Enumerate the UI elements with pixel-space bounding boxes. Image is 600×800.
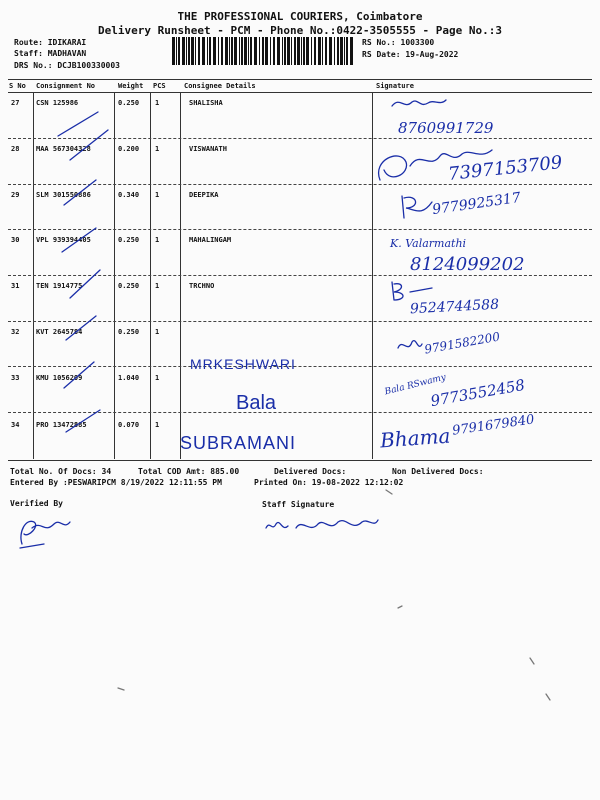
row-consignee: MAHALINGAM — [189, 236, 232, 244]
row-sno: 28 — [11, 145, 20, 153]
phone-row28: 7397153709 — [447, 152, 564, 185]
phone-row30: 8124099202 — [410, 254, 525, 275]
phone-row29: 9779925317 — [431, 189, 522, 219]
runsheet-subtitle: Delivery Runsheet - PCM - Phone No.:0422-3505555 - Page No.:3 — [98, 24, 502, 37]
drs-number: DRS No.: DCJB100330003 — [14, 61, 120, 70]
row-consignee: VISWANATH — [189, 145, 227, 153]
consignee-name-row34: SUBRAMANI — [180, 433, 297, 453]
col-header-weight: Weight — [118, 82, 144, 90]
row-weight: 0.070 — [118, 421, 140, 429]
row-pcs: 1 — [155, 236, 160, 244]
col-header-consignment: Consignment No — [36, 82, 96, 90]
row-pcs: 1 — [155, 421, 160, 429]
row-consignee: SHALISHA — [189, 99, 223, 107]
row-pcs: 1 — [155, 282, 160, 290]
row-pcs: 1 — [155, 99, 160, 107]
rs-date: RS Date: 19-Aug-2022 — [362, 50, 459, 59]
consignee-name-row32: MRKESHWARI — [190, 356, 296, 372]
row-consignment-no: KVT 2645784 — [36, 328, 83, 336]
row-sno: 27 — [11, 99, 20, 107]
phone-row31: 9524744588 — [409, 296, 500, 318]
col-header-pcs: PCS — [153, 82, 166, 90]
row-weight: 0.250 — [118, 99, 140, 107]
row-pcs: 1 — [155, 191, 160, 199]
non-delivered-docs: Non Delivered Docs: — [392, 467, 484, 476]
staff-label: Staff: MADHAVAN — [14, 49, 87, 58]
staff-signature-label: Staff Signature — [262, 500, 335, 509]
name-row30: K. Valarmathi — [390, 237, 467, 250]
name-row34: Bhama — [379, 423, 452, 453]
name-row33: Bala RSwamy — [383, 372, 447, 398]
row-sno: 34 — [11, 421, 20, 429]
row-pcs: 1 — [155, 374, 160, 382]
row-consignment-no: CSN 125986 — [36, 99, 79, 107]
printed-on: Printed On: 19-08-2022 12:12:02 — [254, 478, 404, 487]
row-weight: 1.040 — [118, 374, 140, 382]
col-header-consignee: Consignee Details — [184, 82, 256, 90]
row-consignment-no: TEN 1914775 — [36, 282, 83, 290]
col-header-sno: S No — [9, 82, 26, 90]
row-consignment-no: KMU 1056209 — [36, 374, 83, 382]
phone-row33: 9773552458 — [429, 375, 527, 411]
total-docs: Total No. Of Docs: 34 — [10, 467, 112, 476]
row-weight: 0.250 — [118, 282, 140, 290]
delivered-docs: Delivered Docs: — [274, 467, 347, 476]
row-weight: 0.250 — [118, 328, 140, 336]
phone-row32: 9791582200 — [423, 329, 501, 357]
rs-number: RS No.: 1003300 — [362, 38, 435, 47]
row-consignment-no: SLM 301550886 — [36, 191, 91, 199]
row-weight: 0.250 — [118, 236, 140, 244]
total-cod: Total COD Amt: 885.00 — [138, 467, 240, 476]
verified-by-label: Verified By — [10, 499, 63, 508]
entered-by: Entered By :PESWARIPCM 8/19/2022 12:11:55 PM — [10, 478, 222, 487]
route-label: Route: IDIKARAI — [14, 38, 87, 47]
consignee-name-row33: Bala — [236, 392, 277, 414]
row-consignment-no: VPL 939394405 — [36, 236, 91, 244]
row-sno: 29 — [11, 191, 20, 199]
row-consignee: DEEPIKA — [189, 191, 219, 199]
row-sno: 32 — [11, 328, 20, 336]
row-consignment-no: PRO 13472885 — [36, 421, 87, 429]
phone-row27: 8760991729 — [398, 119, 494, 137]
row-consignment-no: MAA 567304328 — [36, 145, 91, 153]
row-sno: 33 — [11, 374, 20, 382]
row-consignee: TRCHNO — [189, 282, 215, 290]
row-sno: 31 — [11, 282, 20, 290]
row-weight: 0.340 — [118, 191, 140, 199]
row-sno: 30 — [11, 236, 20, 244]
phone-row34: 9791679840 — [451, 412, 536, 439]
col-header-signature: Signature — [376, 82, 414, 90]
row-weight: 0.200 — [118, 145, 140, 153]
row-pcs: 1 — [155, 328, 160, 336]
row-pcs: 1 — [155, 145, 160, 153]
company-title: THE PROFESSIONAL COURIERS, Coimbatore — [177, 10, 423, 23]
